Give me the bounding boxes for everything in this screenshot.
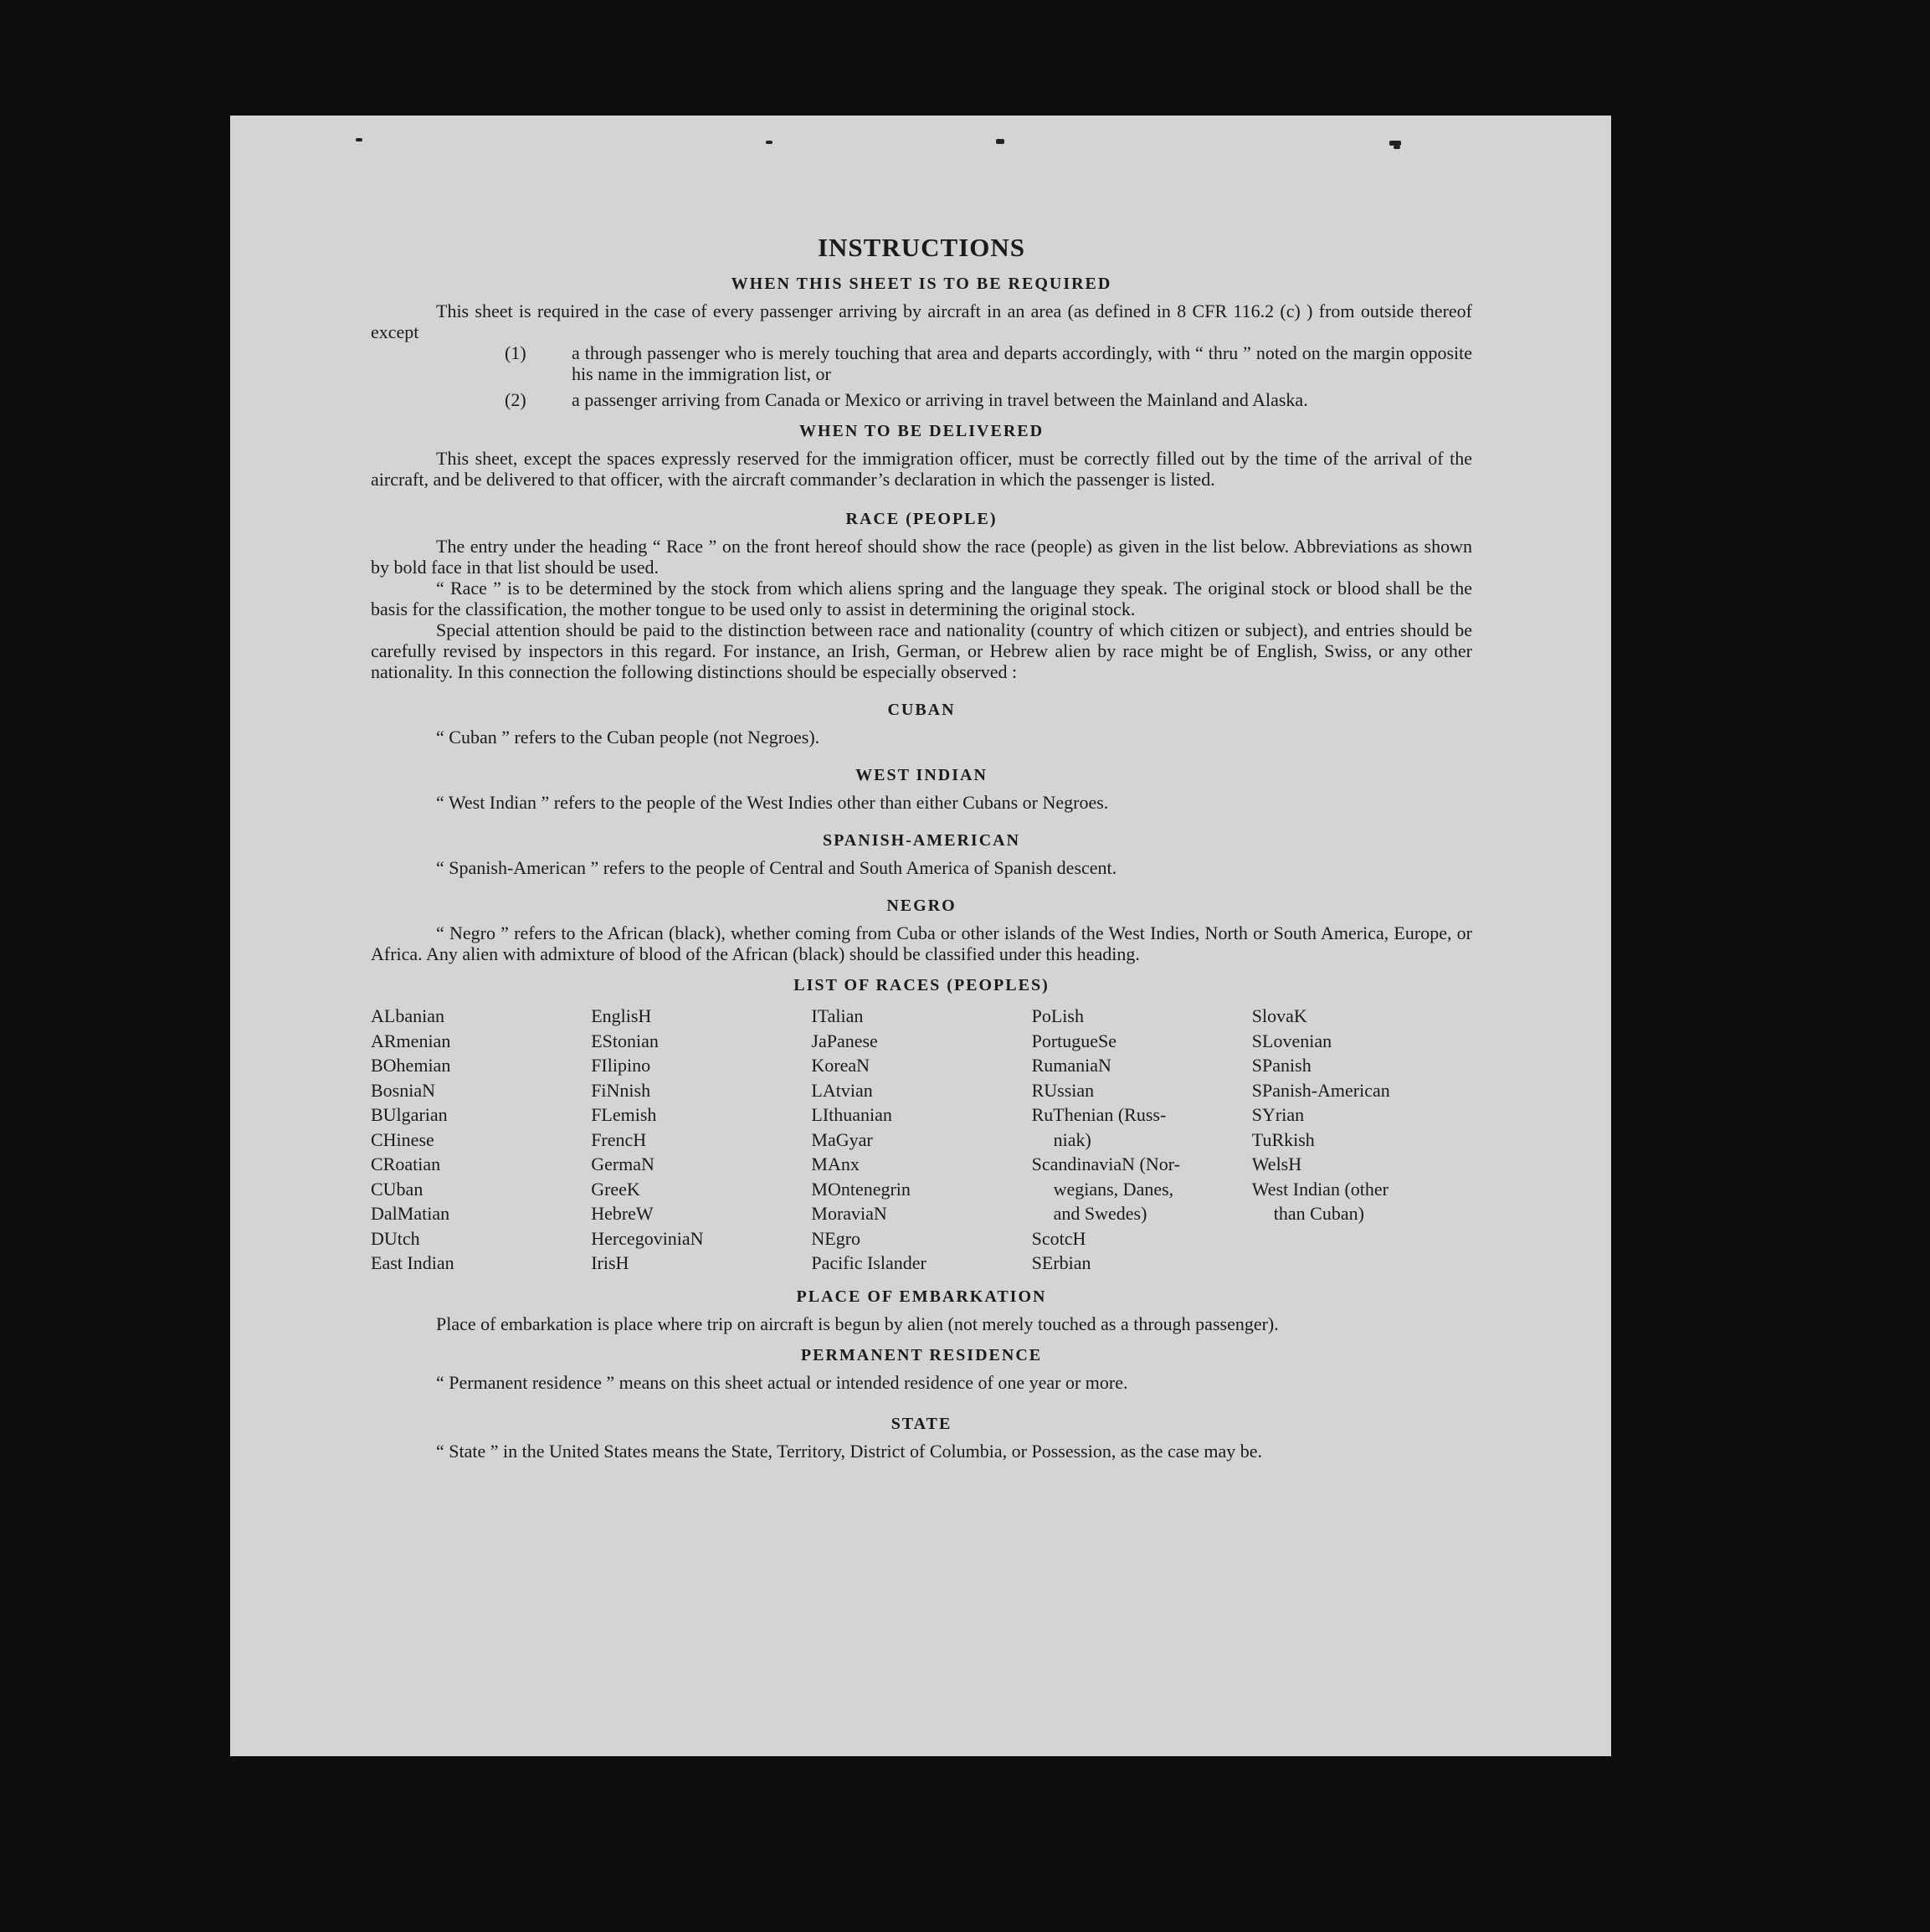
race-entry: HercegoviniaN: [591, 1227, 704, 1249]
section-heading-cuban: CUBAN: [887, 701, 956, 719]
section-heading-residence: PERMANENT RESIDENCE: [800, 1345, 1043, 1364]
race-entry: FIlipino: [591, 1055, 651, 1076]
race-entry: BosniaN: [371, 1079, 435, 1101]
race-entry: PortugueSe: [1031, 1030, 1117, 1051]
race-entry: EStonian: [591, 1030, 659, 1051]
race-entry: West Indian (other: [1251, 1178, 1388, 1200]
race-entry: NEgro: [811, 1227, 861, 1249]
race-entry: FiNnish: [591, 1079, 651, 1101]
residence-text: “ Permanent residence ” means on this sheet actual or intended residence of one year or more.: [436, 1371, 1128, 1393]
exception-item: [371, 342, 1472, 384]
race-entry: Pacific Islander: [811, 1252, 927, 1273]
state-text: “ State ” in the United States means the State, Territory, District of Columbia, or Possession, as the case may be.: [436, 1440, 1263, 1462]
exception-number: (1): [505, 342, 526, 363]
race-entry: WelsH: [1251, 1154, 1302, 1174]
race-entry: SLovenian: [1251, 1030, 1332, 1051]
race-entry: MAnx: [811, 1154, 860, 1174]
race-entry: ITalian: [811, 1005, 864, 1026]
race-entry: JaPanese: [811, 1030, 878, 1051]
race-entry: CHinese: [371, 1128, 434, 1150]
race-column: [1032, 1004, 1252, 1276]
section-heading-embarkation: PLACE OF EMBARKATION: [796, 1287, 1047, 1306]
section-heading-negro: NEGRO: [886, 897, 957, 915]
race-column: [371, 1004, 591, 1276]
section-heading-spanish-american: SPANISH-AMERICAN: [822, 831, 1021, 850]
race-entry-continuation: wegians, Danes,: [1053, 1178, 1174, 1200]
race-entry: DUtch: [371, 1227, 420, 1249]
exception-number: (2): [505, 389, 526, 410]
exception-text: a passenger arriving from Canada or Mexico or arriving in travel between the Mainland and Alaska.: [572, 389, 1308, 410]
race-entry: LAtvian: [811, 1079, 873, 1101]
scan-speck: [1394, 146, 1400, 149]
scan-speck: [356, 138, 362, 141]
race-column: [1252, 1004, 1472, 1276]
race-entry-continuation: niak): [1053, 1128, 1091, 1150]
race-entry-continuation: and Swedes): [1053, 1203, 1147, 1224]
exception-text: a through passenger who is merely touching that area and departs accordingly, with “ thru ” noted on the margin opposite his name in the immigration list, or: [572, 342, 1472, 384]
race-entry: RuThenian (Russ-: [1031, 1104, 1167, 1125]
section-heading-delivered: WHEN TO BE DELIVERED: [798, 422, 1045, 440]
scan-speck: [1389, 141, 1401, 146]
race-entry: MaGyar: [811, 1128, 873, 1150]
race-entry: BOhemian: [371, 1055, 451, 1076]
race-entry: IrisH: [591, 1252, 629, 1273]
negro-text: “ Negro ” refers to the African (black), whether coming from Cuba or other islands of the West Indies, North or South America, Europe, or Africa. Any alien with admixture of blood of the African (black) should be classified under this heading.: [371, 922, 1472, 964]
page-title: INSTRUCTIONS: [817, 233, 1025, 262]
section-heading-list: LIST OF RACES (PEOPLES): [793, 976, 1050, 994]
race-entry: KoreaN: [811, 1055, 870, 1076]
race-list: [371, 1004, 1472, 1276]
instructions-content: [371, 233, 1472, 1462]
race-entry: MoraviaN: [811, 1203, 887, 1224]
race-entry: BUlgarian: [371, 1104, 448, 1125]
section-heading-race: RACE (PEOPLE): [845, 510, 998, 528]
race-entry: ScotcH: [1031, 1227, 1086, 1249]
race-entry: SYrian: [1251, 1104, 1305, 1125]
race-entry: SlovaK: [1251, 1005, 1307, 1026]
west-indian-text: “ West Indian ” refers to the people of the West Indies other than either Cubans or Negroes.: [436, 792, 1109, 813]
section-heading-state: STATE: [891, 1414, 952, 1433]
race-entry: MOntenegrin: [811, 1178, 911, 1200]
embarkation-text: Place of embarkation is place where trip on aircraft is begun by alien (not merely touched as a through passenger).: [436, 1313, 1279, 1334]
scan-speck: [996, 139, 1004, 144]
race-entry: ARmenian: [371, 1030, 451, 1051]
race-entry: FrencH: [591, 1128, 647, 1150]
exception-item: [371, 389, 1472, 410]
race-entry: SPanish-American: [1251, 1079, 1390, 1101]
race-entry: PoLish: [1031, 1005, 1084, 1026]
race-entry: LIthuanian: [811, 1104, 892, 1125]
race-entry: DalMatian: [371, 1203, 450, 1224]
race-paragraph: The entry under the heading “ Race ” on the front hereof should show the race (people) as given in the list below. Abbreviations as shown by bold face in that list should be used.: [371, 536, 1472, 578]
race-entry: ALbanian: [371, 1005, 444, 1026]
section-heading-west-indian: WEST INDIAN: [855, 766, 988, 784]
race-entry: CRoatian: [371, 1154, 441, 1174]
race-entry: SPanish: [1251, 1055, 1311, 1076]
section-heading-required: WHEN THIS SHEET IS TO BE REQUIRED: [731, 275, 1112, 293]
race-entry-continuation: than Cuban): [1273, 1203, 1364, 1224]
race-entry: RUssian: [1031, 1079, 1095, 1101]
race-entry: RumaniaN: [1031, 1055, 1111, 1076]
race-paragraph: Special attention should be paid to the distinction between race and nationality (country of which citizen or subject), and entries should be carefully revised by inspectors in this regard. For instance, an Irish, German, or Hebrew alien by race might be of English, Swiss, or any other nationality. In this connection the following distinctions should be especially observed :: [371, 619, 1472, 682]
delivered-text: This sheet, except the spaces expressly reserved for the immigration officer, must be correctly filled out by the time of the arrival of the aircraft, and be delivered to that officer, with the aircraft commander’s declaration in which the passenger is listed.: [371, 448, 1472, 490]
race-entry: HebreW: [591, 1203, 654, 1224]
required-intro: This sheet is required in the case of every passenger arriving by aircraft in an area (as defined in 8 CFR 116.2 (c) ) from outside thereof except: [371, 301, 1472, 342]
spanish-american-text: “ Spanish-American ” refers to the people of Central and South America of Spanish descent.: [436, 857, 1117, 878]
race-entry: FLemish: [591, 1104, 657, 1125]
race-entry: GermaN: [591, 1154, 654, 1174]
race-entry: EnglisH: [591, 1005, 652, 1026]
race-entry: East Indian: [371, 1252, 454, 1273]
race-paragraph: “ Race ” is to be determined by the stock from which aliens spring and the language they speak. The original stock or blood shall be the basis for the classification, the mother tongue to be used only to assist in determining the original stock.: [371, 578, 1472, 619]
race-entry: CUban: [371, 1178, 423, 1200]
cuban-text: “ Cuban ” refers to the Cuban people (not Negroes).: [436, 727, 820, 748]
race-entry: ScandinaviaN (Nor-: [1031, 1154, 1180, 1174]
scan-speck: [766, 141, 773, 144]
race-column: [811, 1004, 1031, 1276]
race-entry: GreeK: [591, 1178, 640, 1200]
document-page: [230, 116, 1611, 1756]
race-column: [591, 1004, 811, 1276]
race-entry: SErbian: [1031, 1252, 1091, 1273]
race-entry: TuRkish: [1251, 1128, 1315, 1150]
